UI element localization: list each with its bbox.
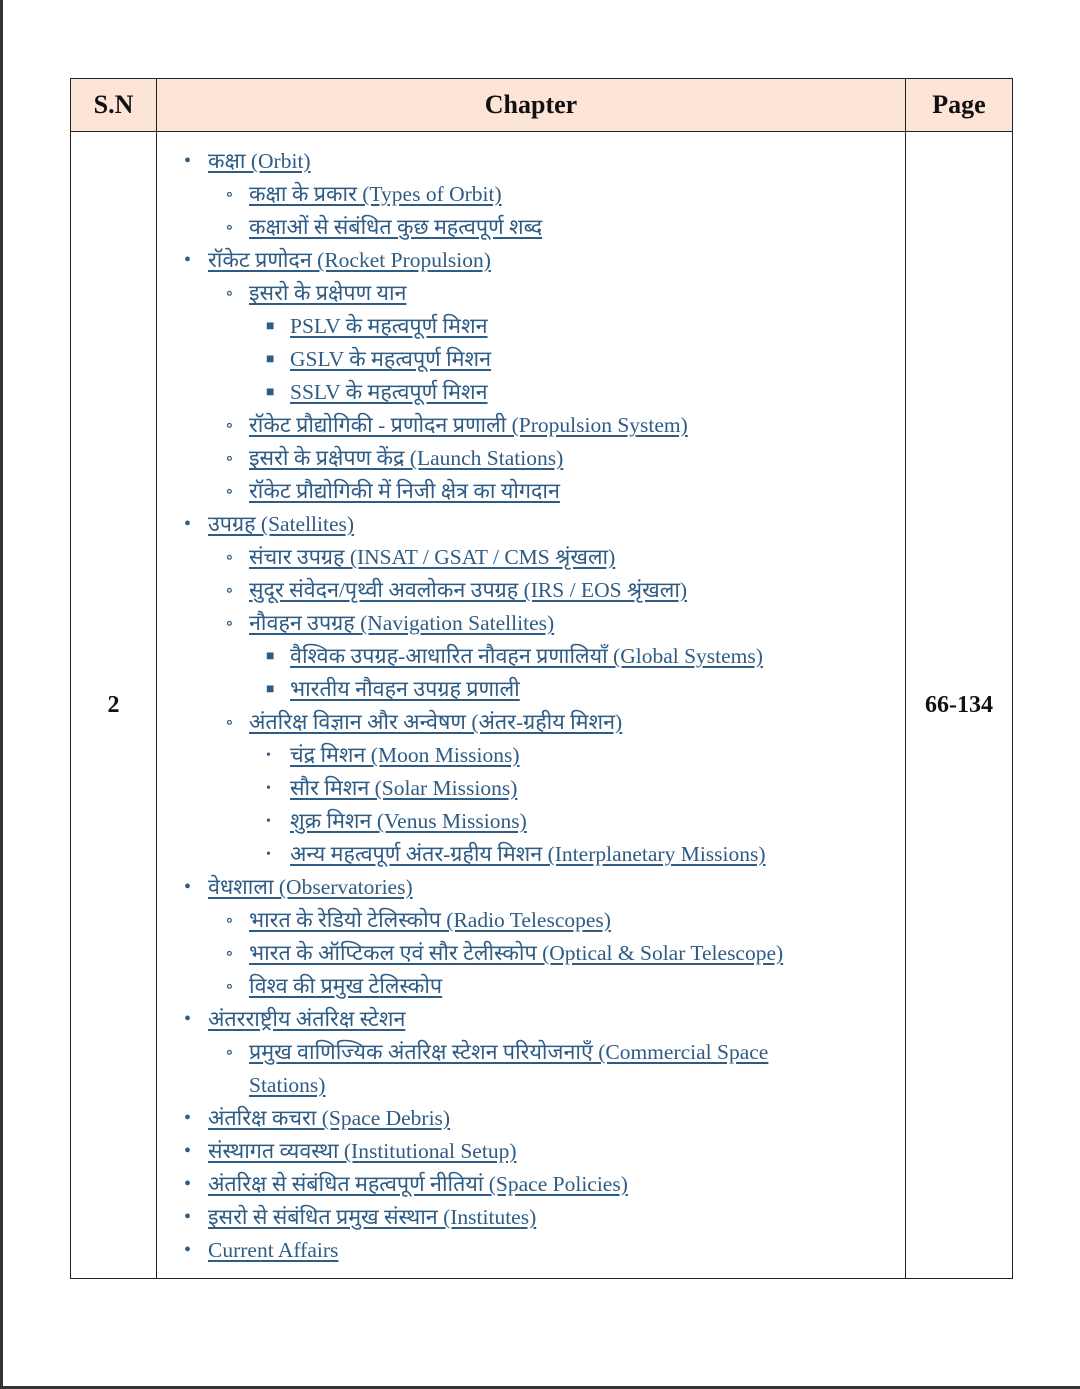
table-row bbox=[71, 132, 1013, 1279]
list-item bbox=[157, 805, 905, 838]
square-bullet-icon: ■ bbox=[266, 385, 275, 400]
chapter-link[interactable]: वेधशाला (Observatories) bbox=[208, 875, 413, 899]
page-range: 66-134 bbox=[906, 132, 1013, 1279]
list-item bbox=[157, 1036, 905, 1102]
square-bullet-icon: ■ bbox=[266, 682, 275, 697]
page-edge-left bbox=[0, 0, 3, 1389]
dot-bullet-icon: • bbox=[184, 1140, 192, 1162]
circle-bullet-icon: ∘ bbox=[225, 1042, 234, 1062]
list-item bbox=[157, 508, 905, 541]
chapter-list bbox=[157, 132, 905, 1267]
circle-bullet-icon: ∘ bbox=[225, 712, 234, 732]
chapter-link[interactable]: कक्षाओं से संबंधित कुछ महत्वपूर्ण शब्द bbox=[249, 215, 543, 239]
list-item bbox=[157, 937, 905, 970]
dot-bullet-icon: • bbox=[184, 1239, 192, 1261]
list-item bbox=[157, 1234, 905, 1267]
square-bullet-icon: ■ bbox=[266, 649, 275, 664]
dot-bullet-icon: • bbox=[184, 876, 192, 898]
list-item bbox=[157, 277, 905, 310]
circle-bullet-icon: ∘ bbox=[225, 580, 234, 600]
list-item bbox=[157, 607, 905, 640]
chapter-link[interactable]: सुदूर संवेदन/पृथ्वी अवलोकन उपग्रह (IRS / EOS श्रृंखला) bbox=[249, 578, 688, 602]
chapter-link[interactable]: GSLV के महत्वपूर्ण मिशन bbox=[290, 347, 492, 371]
chapter-link[interactable]: प्रमुख वाणिज्यिक अंतरिक्ष स्टेशन परियोजनाएँ (Commercial Space Stations) bbox=[249, 1040, 769, 1097]
list-item bbox=[157, 739, 905, 772]
list-item bbox=[157, 244, 905, 277]
list-item bbox=[157, 640, 905, 673]
list-item bbox=[157, 541, 905, 574]
list-item bbox=[157, 904, 905, 937]
dot-bullet-icon: • bbox=[184, 1206, 192, 1228]
list-item bbox=[157, 409, 905, 442]
square-bullet-icon: ■ bbox=[266, 352, 275, 367]
list-item bbox=[157, 706, 905, 739]
dot-bullet-icon: • bbox=[184, 1173, 192, 1195]
chapter-link[interactable]: उपग्रह (Satellites) bbox=[208, 512, 355, 536]
circle-bullet-icon: ∘ bbox=[225, 283, 234, 303]
circle-bullet-icon: ∘ bbox=[225, 613, 234, 633]
list-item bbox=[157, 310, 905, 343]
list-item bbox=[157, 871, 905, 904]
dot-bullet-icon: • bbox=[266, 748, 271, 763]
circle-bullet-icon: ∘ bbox=[225, 547, 234, 567]
chapter-cell bbox=[157, 132, 906, 1279]
header-row bbox=[71, 79, 1013, 132]
dot-bullet-icon: • bbox=[184, 249, 192, 271]
chapter-link[interactable]: अंतरिक्ष विज्ञान और अन्वेषण (अंतर-ग्रहीय मिशन) bbox=[249, 710, 623, 734]
chapter-link[interactable]: अंतरिक्ष से संबंधित महत्वपूर्ण नीतियां (Space Policies) bbox=[208, 1172, 628, 1196]
dot-bullet-icon: • bbox=[184, 1008, 192, 1030]
circle-bullet-icon: ∘ bbox=[225, 943, 234, 963]
chapter-link[interactable]: Current Affairs bbox=[208, 1238, 339, 1262]
list-item bbox=[157, 970, 905, 1003]
list-item bbox=[157, 673, 905, 706]
dot-bullet-icon: • bbox=[266, 847, 271, 862]
list-item bbox=[157, 475, 905, 508]
dot-bullet-icon: • bbox=[184, 1107, 192, 1129]
chapter-link[interactable]: अन्य महत्वपूर्ण अंतर-ग्रहीय मिशन (Interplanetary Missions) bbox=[290, 842, 766, 866]
circle-bullet-icon: ∘ bbox=[225, 910, 234, 930]
chapter-link[interactable]: भारत के ऑप्टिकल एवं सौर टेलीस्कोप (Optical & Solar Telescope) bbox=[249, 941, 784, 965]
chapter-link[interactable]: विश्व की प्रमुख टेलिस्कोप bbox=[249, 974, 443, 998]
serial-number: 2 bbox=[71, 132, 157, 1279]
list-item bbox=[157, 838, 905, 871]
list-item bbox=[157, 772, 905, 805]
list-item bbox=[157, 1102, 905, 1135]
chapter-link[interactable]: कक्षा के प्रकार (Types of Orbit) bbox=[249, 182, 502, 206]
chapter-link[interactable]: सौर मिशन (Solar Missions) bbox=[290, 776, 518, 800]
circle-bullet-icon: ∘ bbox=[225, 448, 234, 468]
dot-bullet-icon: • bbox=[266, 781, 271, 796]
header-chapter: Chapter bbox=[157, 79, 906, 132]
list-item bbox=[157, 1201, 905, 1234]
chapter-link[interactable]: इसरो के प्रक्षेपण यान bbox=[249, 281, 407, 305]
circle-bullet-icon: ∘ bbox=[225, 481, 234, 501]
list-item bbox=[157, 1003, 905, 1036]
chapter-link[interactable]: नौवहन उपग्रह (Navigation Satellites) bbox=[249, 611, 555, 635]
chapter-link[interactable]: इसरो के प्रक्षेपण केंद्र (Launch Stations) bbox=[249, 446, 564, 470]
chapter-link[interactable]: संचार उपग्रह (INSAT / GSAT / CMS श्रृंखला) bbox=[249, 545, 616, 569]
chapter-link[interactable]: इसरो से संबंधित प्रमुख संस्थान (Institutes) bbox=[208, 1205, 537, 1229]
chapter-link[interactable]: संस्थागत व्यवस्था (Institutional Setup) bbox=[208, 1139, 517, 1163]
list-item bbox=[157, 1135, 905, 1168]
chapter-link[interactable]: SSLV के महत्वपूर्ण मिशन bbox=[290, 380, 488, 404]
list-item bbox=[157, 574, 905, 607]
list-item bbox=[157, 178, 905, 211]
list-item bbox=[157, 145, 905, 178]
chapter-link[interactable]: शुक्र मिशन (Venus Missions) bbox=[290, 809, 527, 833]
dot-bullet-icon: • bbox=[184, 150, 192, 172]
header-sn: S.N bbox=[71, 79, 157, 132]
circle-bullet-icon: ∘ bbox=[225, 415, 234, 435]
dot-bullet-icon: • bbox=[184, 513, 192, 535]
header-page: Page bbox=[906, 79, 1013, 132]
list-item bbox=[157, 442, 905, 475]
circle-bullet-icon: ∘ bbox=[225, 976, 234, 996]
dot-bullet-icon: • bbox=[266, 814, 271, 829]
chapter-link[interactable]: वैश्विक उपग्रह-आधारित नौवहन प्रणालियाँ (Global Systems) bbox=[290, 644, 763, 668]
chapter-link[interactable]: रॉकेट प्रणोदन (Rocket Propulsion) bbox=[208, 248, 491, 272]
chapter-link[interactable]: रॉकेट प्रौद्योगिकी - प्रणोदन प्रणाली (Propulsion System) bbox=[249, 413, 688, 437]
chapter-link[interactable]: चंद्र मिशन (Moon Missions) bbox=[290, 743, 520, 767]
square-bullet-icon: ■ bbox=[266, 319, 275, 334]
chapter-link[interactable]: अंतरिक्ष कचरा (Space Debris) bbox=[208, 1106, 451, 1130]
list-item bbox=[157, 211, 905, 244]
chapter-link[interactable]: अंतरराष्ट्रीय अंतरिक्ष स्टेशन bbox=[208, 1007, 406, 1031]
chapter-link[interactable]: भारतीय नौवहन उपग्रह प्रणाली bbox=[290, 677, 520, 701]
chapter-link[interactable]: कक्षा (Orbit) bbox=[208, 149, 311, 173]
table-of-contents bbox=[70, 78, 1013, 1279]
circle-bullet-icon: ∘ bbox=[225, 184, 234, 204]
list-item bbox=[157, 343, 905, 376]
chapter-link[interactable]: भारत के रेडियो टेलिस्कोप (Radio Telescopes) bbox=[249, 908, 611, 932]
chapter-link[interactable]: रॉकेट प्रौद्योगिकी में निजी क्षेत्र का योगदान bbox=[249, 479, 560, 503]
list-item bbox=[157, 376, 905, 409]
chapter-link[interactable]: PSLV के महत्वपूर्ण मिशन bbox=[290, 314, 488, 338]
circle-bullet-icon: ∘ bbox=[225, 217, 234, 237]
list-item bbox=[157, 1168, 905, 1201]
